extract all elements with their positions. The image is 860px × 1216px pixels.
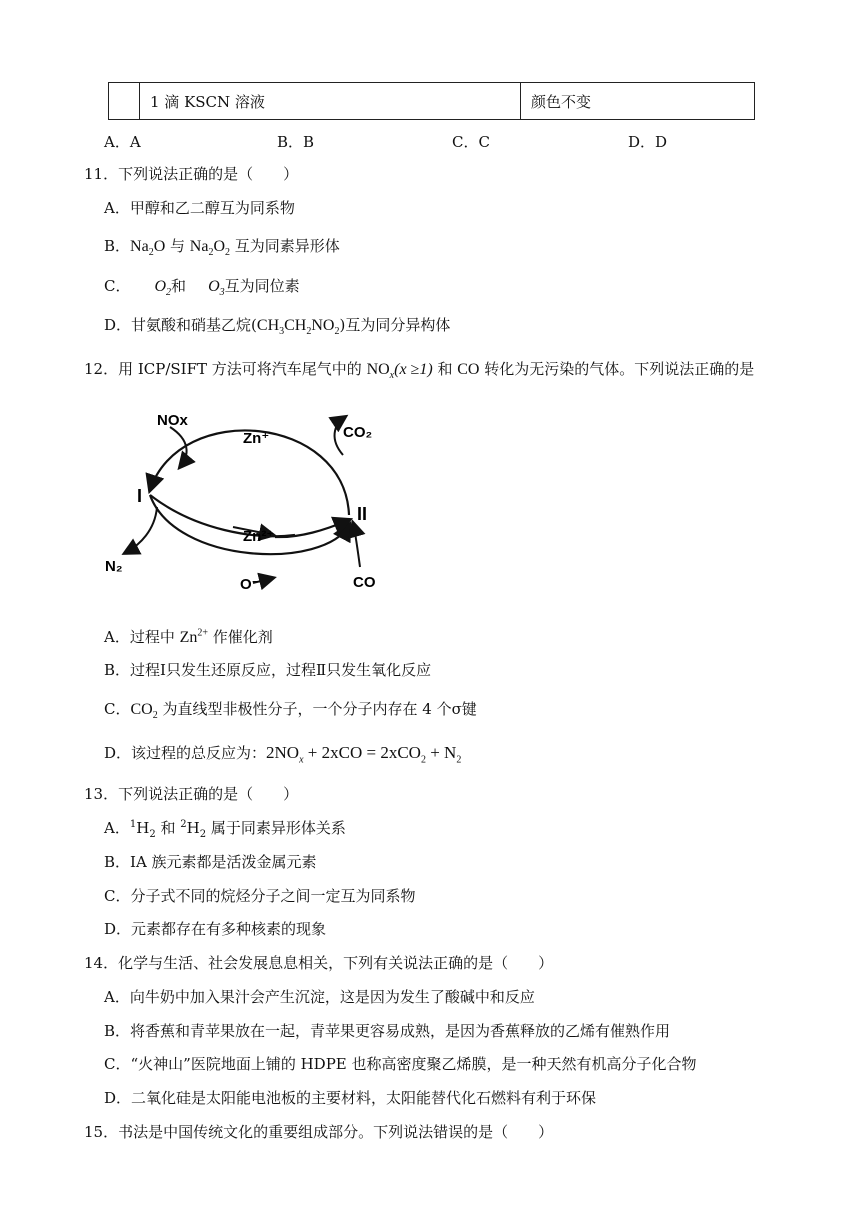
q10-option-c: C．C bbox=[452, 133, 490, 151]
q14-option-b: B．将香蕉和青苹果放在一起，青苹果更容易成熟，是因为香蕉释放的乙烯有催熟作用 bbox=[104, 1022, 671, 1040]
label-zn-plus: Zn⁺ bbox=[243, 430, 270, 447]
q11-option-b: B．$Na_2O$ 与 $Na_2O_2$ 互为同素异形体 bbox=[104, 237, 340, 259]
label-process-one: I bbox=[137, 486, 143, 506]
q11-option-d: D．甘氨酸和硝基乙烷$(CH_3CH_2NO_2)$互为同分异构体 bbox=[104, 316, 451, 338]
q12-option-b: B．过程Ⅰ只发生还原反应，过程Ⅱ只发生氧化反应 bbox=[104, 661, 432, 679]
cycle-lower-arc bbox=[150, 495, 349, 554]
q11-stem: 11．下列说法正确的是（ ） bbox=[84, 165, 299, 183]
q12-option-a: A．过程中 $Zn^{2+}$ 作催化剂 bbox=[104, 627, 273, 646]
label-process-two: II bbox=[357, 504, 368, 524]
q12-option-c: C．$CO_2$ 为直线型非极性分子，一个分子内存在 4 个σ键 bbox=[104, 700, 477, 722]
q10-option-b: B．B bbox=[277, 133, 315, 151]
label-o-minus: O⁻ bbox=[240, 576, 260, 593]
q10-option-a: A．A bbox=[104, 133, 141, 151]
reaction-cycle-diagram bbox=[95, 395, 405, 600]
experiment-table bbox=[108, 82, 755, 120]
q13-option-a: A．$^1H_2$ 和 $^2H_2$ 属于同素异形体关系 bbox=[104, 819, 346, 840]
q14-stem: 14．化学与生活、社会发展息息相关，下列有关说法正确的是（ ） bbox=[84, 954, 554, 972]
table-row bbox=[109, 83, 755, 120]
label-co2: CO₂ bbox=[343, 424, 373, 441]
q11-option-c: C． $O_2$和 $O_3$互为同位素 bbox=[104, 277, 300, 299]
q15-stem: 15．书法是中国传统文化的重要组成部分。下列说法错误的是（ ） bbox=[84, 1123, 554, 1141]
q12-stem: 12．用 ICP/SIFT 方法可将汽车尾气中的 $NO_x(x \ge 1)$ 和 CO 转化为无污染的气体。下列说法正确的是 bbox=[84, 360, 755, 382]
label-nox: NOx bbox=[157, 412, 188, 429]
table-cell-index bbox=[109, 83, 140, 120]
q14-option-c: C．“火神山”医院地面上铺的 HDPE 也称高密度聚乙烯膜，是一种天然有机高分子化合物 bbox=[104, 1055, 697, 1073]
q13-option-b: B．IA 族元素都是活泼金属元素 bbox=[104, 853, 317, 871]
q14-option-d: D．二氧化硅是太阳能电池板的主要材料，太阳能替代化石燃料有利于环保 bbox=[104, 1089, 597, 1107]
q10-option-d: D．D bbox=[628, 133, 668, 151]
table-cell-reagent: 1 滴 KSCN 溶液 bbox=[140, 83, 521, 120]
label-n2: N₂ bbox=[105, 558, 123, 575]
q11-option-a: A．甲醇和乙二醇互为同系物 bbox=[104, 199, 295, 217]
q12-option-d: D．该过程的总反应为：$2NO_x + 2xCO = 2xCO_2 + N_2$ bbox=[104, 743, 462, 766]
cycle-middle-arc-end bbox=[275, 520, 349, 537]
q13-option-d: D．元素都存在有多种核素的现象 bbox=[104, 920, 327, 938]
q13-stem: 13．下列说法正确的是（ ） bbox=[84, 785, 299, 803]
label-co: CO bbox=[353, 574, 376, 591]
q14-option-a: A．向牛奶中加入果汁会产生沉淀，这是因为发生了酸碱中和反应 bbox=[104, 988, 535, 1006]
q13-option-c: C．分子式不同的烷烃分子之间一定互为同系物 bbox=[104, 887, 416, 905]
label-zn2: Zn²⁺ bbox=[243, 528, 275, 545]
n2-output-arrow bbox=[125, 507, 157, 553]
table-cell-phenomenon: 颜色不变 bbox=[521, 83, 755, 120]
co-input-arrow bbox=[353, 523, 360, 567]
